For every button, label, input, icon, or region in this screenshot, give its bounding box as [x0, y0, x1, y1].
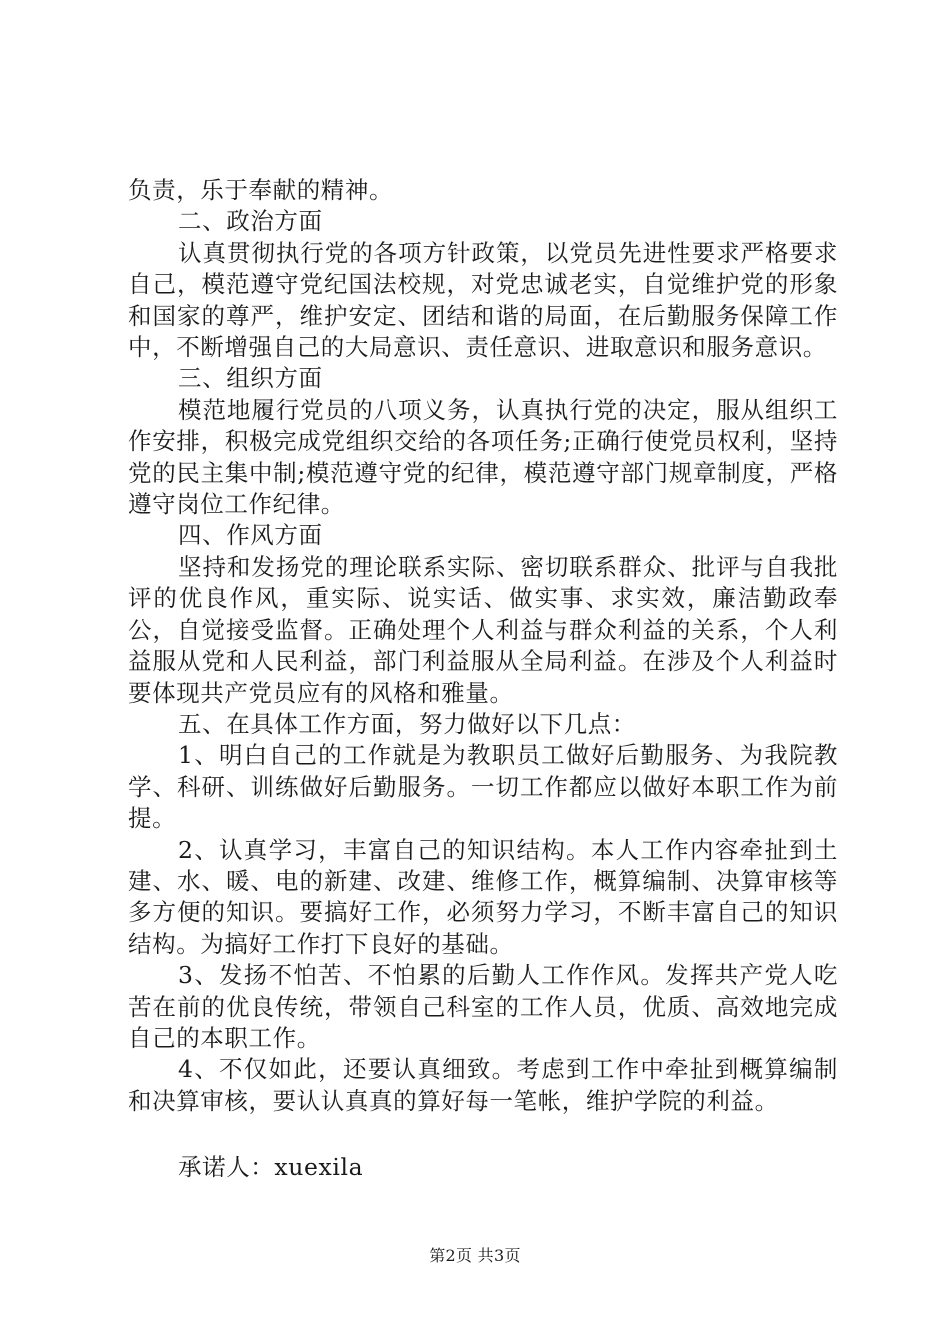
paragraph: 模范地履行党员的八项义务，认真执行党的决定，服从组织工作安排，积极完成党组织交给的各项任务;正确行使党员权利，坚持党的民主集中制;模范遵守党的纪律，模范遵守部门规章制度，严格遵守岗位工作纪律。	[128, 395, 838, 519]
document-body	[128, 175, 838, 1117]
section-heading: 二、政治方面	[178, 207, 323, 236]
paragraph: 2、认真学习，丰富自己的知识结构。本人工作内容牵扯到土建、水、暖、电的新建、改建、维修工作，概算编制、决算审核等多方便的知识。要搞好工作，必须努力学习，不断丰富自己的知识结构。为搞好工作打下良好的基础。	[128, 835, 838, 958]
paragraph: 4、不仅如此，还要认真细致。考虑到工作中牵扯到概算编制和决算审核，要认认真真的算好每一笔帐，维护学院的利益。	[128, 1055, 838, 1115]
page-footer: 第2页 共3页	[429, 1246, 521, 1265]
paragraph: 1、明白自己的工作就是为教职员工做好后勤服务、为我院教学、科研、训练做好后勤服务。一切工作都应以做好本职工作为前提。	[128, 741, 838, 833]
signature-line: 承诺人：xuexila	[178, 1153, 364, 1181]
section-heading: 五、在具体工作方面，努力做好以下几点：	[178, 709, 636, 738]
paragraph: 坚持和发扬党的理论联系实际、密切联系群众、批评与自我批评的优良作风，重实际、说实话、做实事、求实效，廉洁勤政奉公，自觉接受监督。正确处理个人利益与群众利益的关系，个人利益服从党和人民利益，部门利益服从全局利益。在涉及个人利益时要体现共产党员应有的风格和雅量。	[128, 552, 838, 707]
section-heading: 三、组织方面	[178, 364, 323, 393]
section-heading: 四、作风方面	[178, 521, 323, 550]
paragraph: 负责，乐于奉献的精神。	[128, 176, 394, 204]
paragraph: 认真贯彻执行党的各项方针政策，以党员先进性要求严格要求自己，模范遵守党纪国法校规，对党忠诚老实，自觉维护党的形象和国家的尊严，维护安定、团结和谐的局面，在后勤服务保障工作中，不断增强自己的大局意识、责任意识、进取意识和服务意识。	[128, 238, 838, 362]
paragraph: 3、发扬不怕苦、不怕累的后勤人工作作风。发挥共产党人吃苦在前的优良传统，带领自己科室的工作人员，优质、高效地完成自己的本职工作。	[128, 961, 838, 1052]
